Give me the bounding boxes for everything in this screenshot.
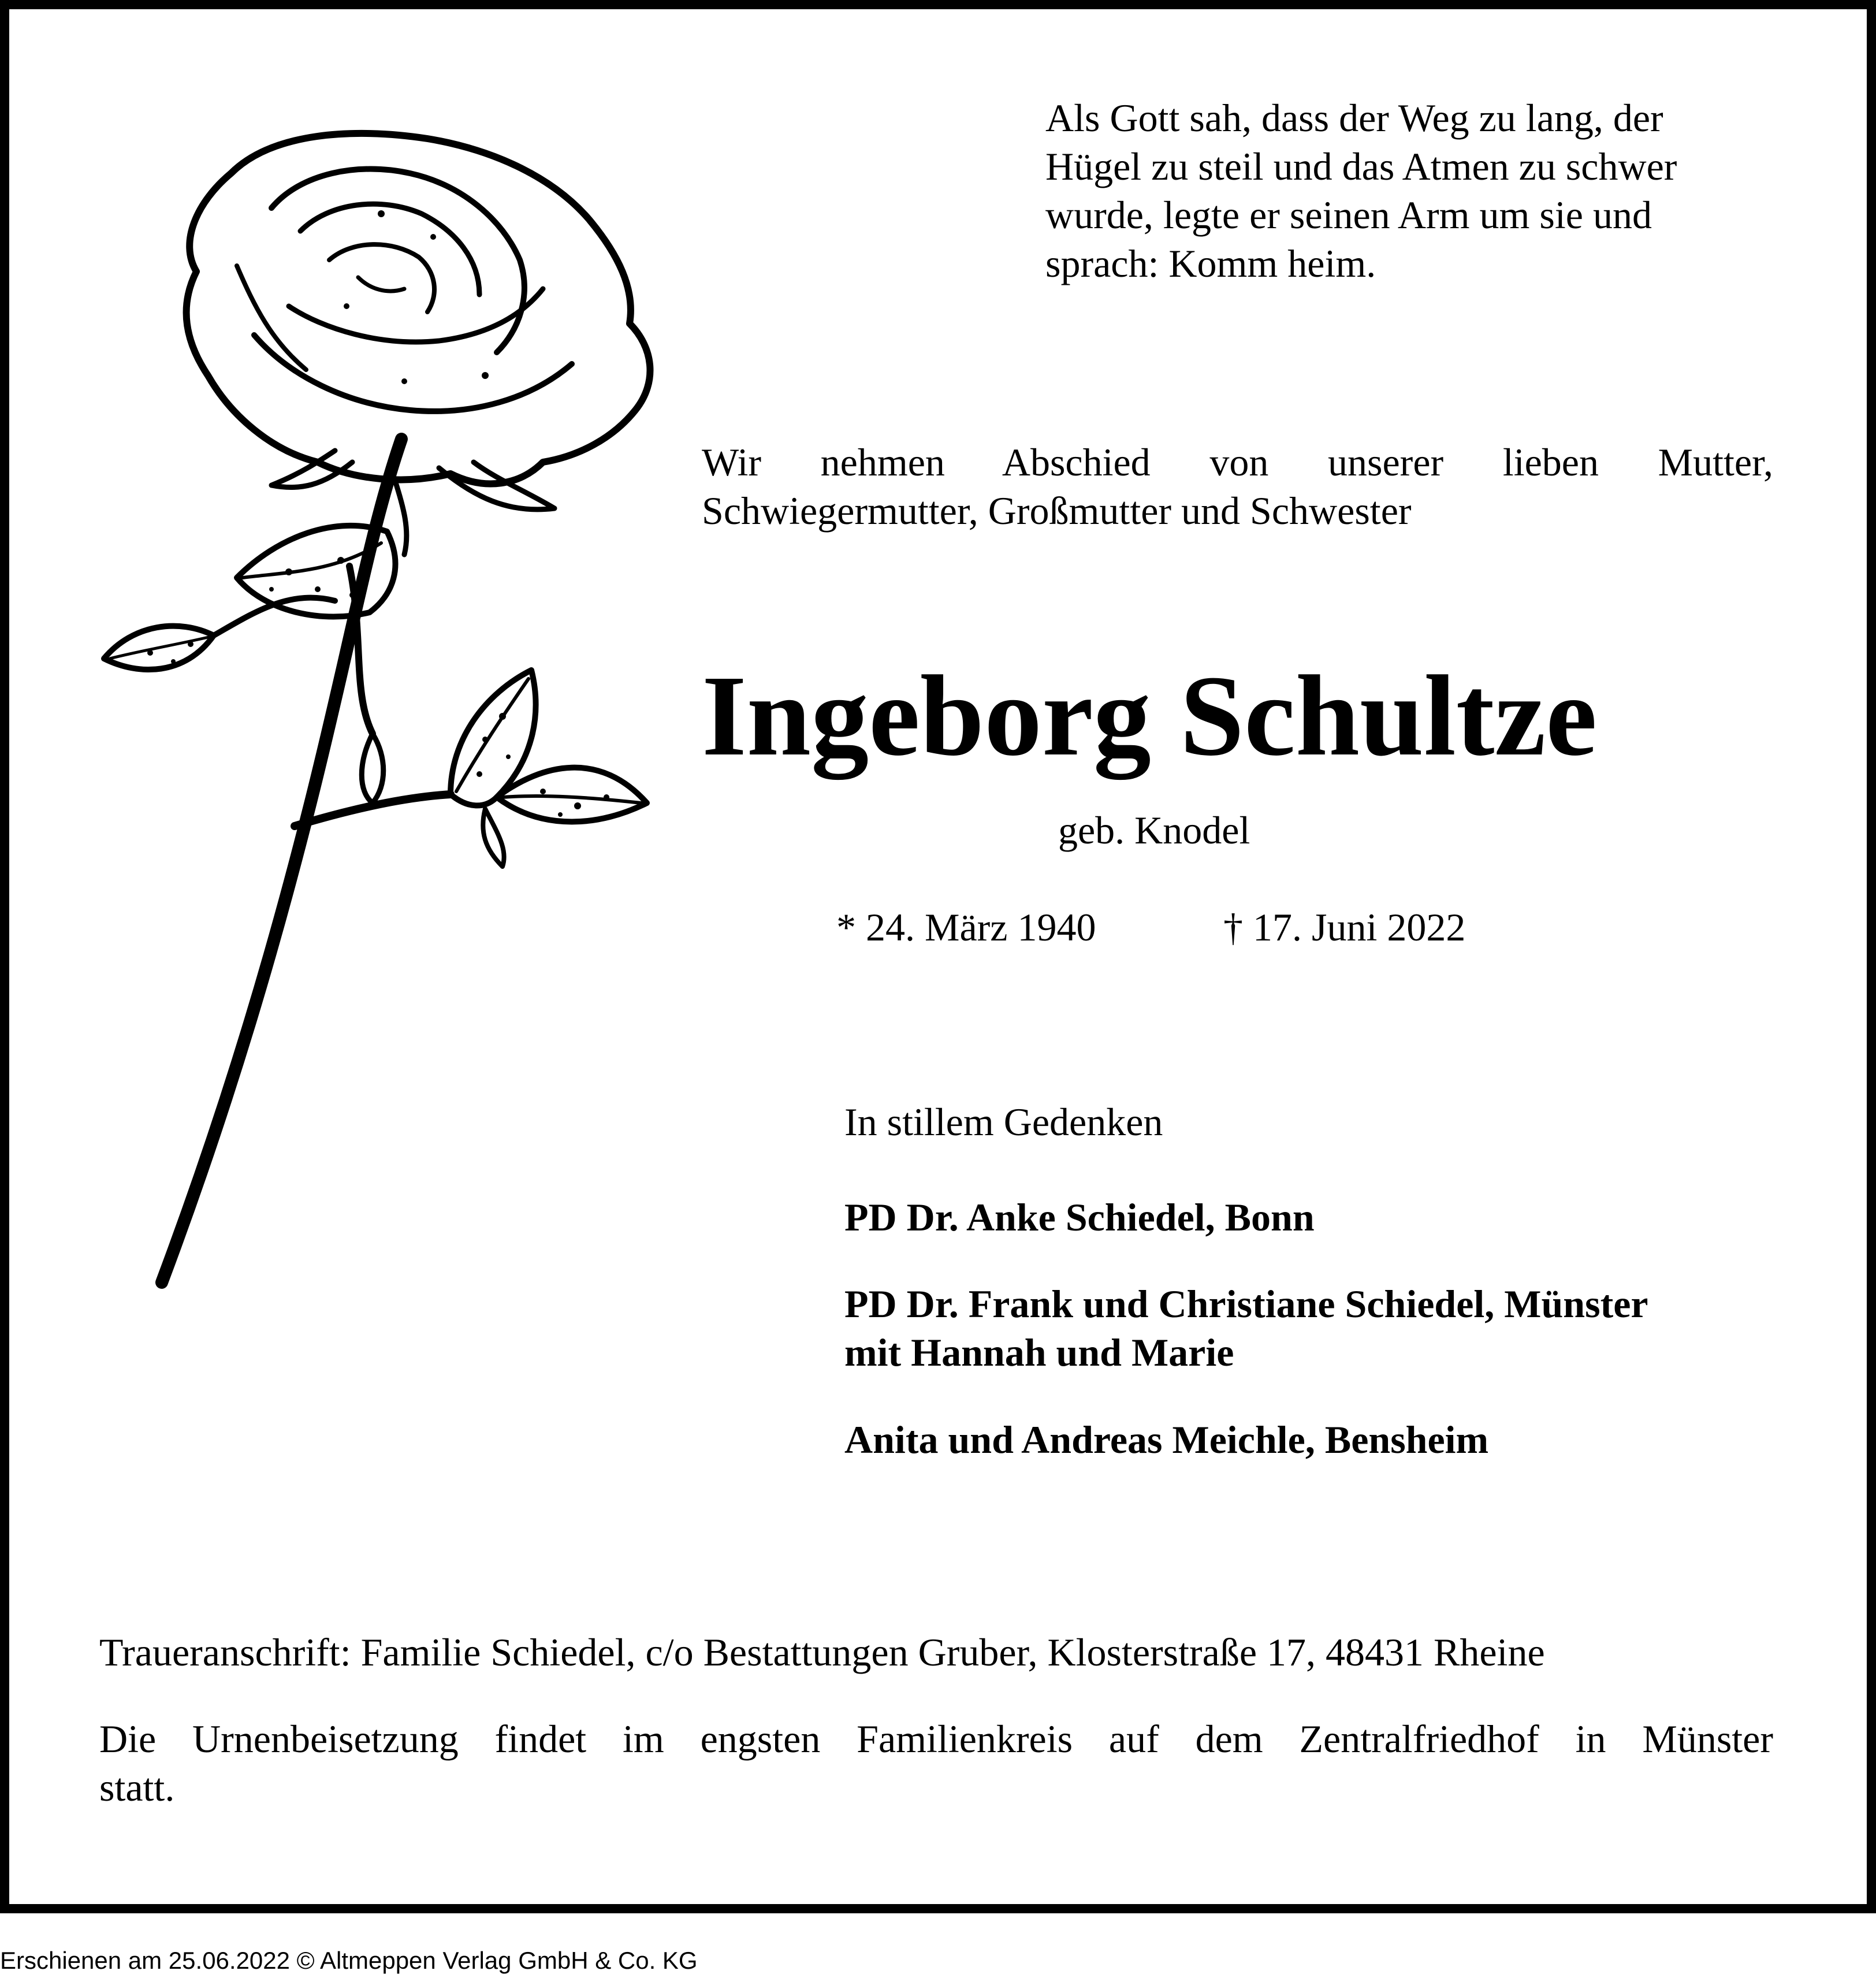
verse-block — [1045, 94, 1773, 288]
verse-line: Als Gott sah, dass der Weg zu lang, der — [1045, 96, 1663, 140]
verse-line: sprach: Komm heim. — [1045, 241, 1376, 285]
publication-footer: Erschienen am 25.06.2022 © Altmeppen Verlag GmbH & Co. KG — [0, 1947, 698, 1974]
burial-line: Die Urnenbeisetzung findet im engsten Familienkreis auf dem Zentralfriedhof in Münster — [99, 1717, 1773, 1761]
verse-line: Hügel zu steil und das Atmen zu schwer — [1045, 144, 1677, 188]
farewell-intro — [702, 438, 1773, 535]
death-date: † 17. Juni 2022 — [1223, 905, 1466, 949]
rose-icon — [81, 116, 693, 1306]
intro-line: Wir nehmen Abschied von unserer lieben Mutter, — [702, 440, 1773, 484]
maiden-name: geb. Knodel — [1058, 808, 1250, 852]
mourner-entry: PD Dr. Frank und Christiane Schiedel, Münster — [844, 1282, 1648, 1326]
mourner-entry: PD Dr. Anke Schiedel, Bonn — [844, 1195, 1315, 1239]
burial-line: statt. — [99, 1765, 175, 1809]
mourner-entry: Anita und Andreas Meichle, Bensheim — [844, 1418, 1489, 1462]
mourning-address: Traueranschrift: Familie Schiedel, c/o Bestattungen Gruber, Klosterstraße 17, 48431 Rheine — [99, 1630, 1545, 1674]
mourners-heading: In stillem Gedenken — [844, 1100, 1163, 1144]
mourner-entry: mit Hannah und Marie — [844, 1330, 1234, 1374]
deceased-name: Ingeborg Schultze — [702, 652, 1597, 780]
intro-line: Schwiegermutter, Großmutter und Schwester — [702, 489, 1412, 533]
burial-notice — [99, 1715, 1773, 1812]
verse-line: wurde, legte er seinen Arm um sie und — [1045, 193, 1652, 237]
birth-date: * 24. März 1940 — [836, 905, 1096, 949]
